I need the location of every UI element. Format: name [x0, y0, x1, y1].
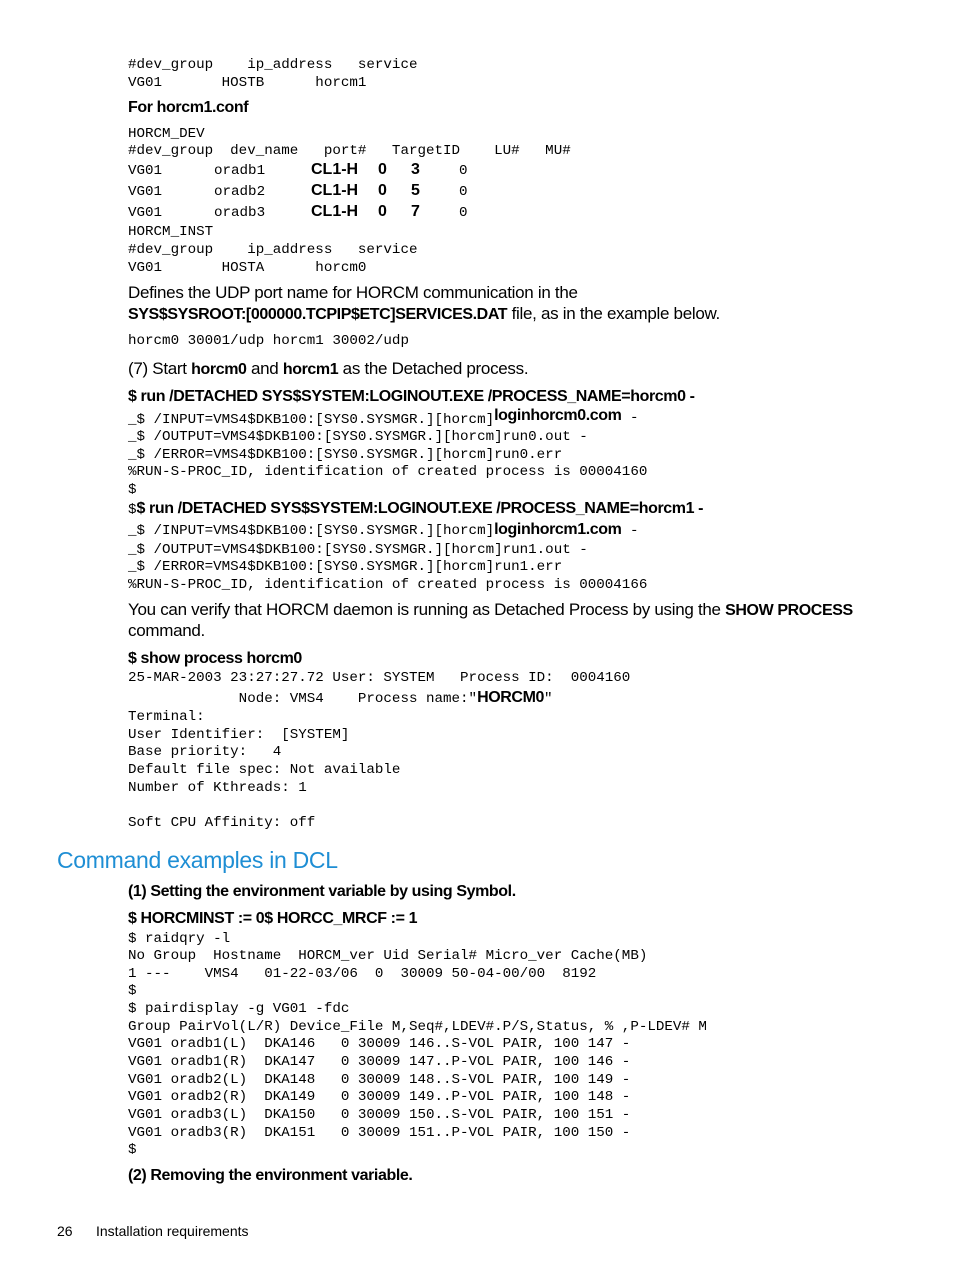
code-line: $: [128, 983, 137, 999]
step-7-horcm1: horcm1: [282, 361, 339, 378]
code-line: #dev_group dev_name port# TargetID LU# MU#: [128, 143, 571, 159]
show-process-command: $ show process horcm0: [128, 650, 302, 667]
run-horcm1-command-line: [128, 500, 703, 520]
code-line: VG01 oradb3(L) DKA150 0 30009 150..S-VOL PAIR, 100 151 -: [128, 1107, 631, 1123]
code-line: $: [128, 1142, 137, 1158]
code-line: _$ /OUTPUT=VMS4$DKB100:[SYS0.SYSMGR.][horcm]run0.out -: [128, 429, 588, 445]
code-line: $: [128, 482, 137, 498]
run-horcm0-command: $ run /DETACHED SYS$SYSTEM:LOGINOUT.EXE /PROCESS_NAME=horcm0 -: [128, 388, 695, 405]
run-horcm1-command: $ run /DETACHED SYS$SYSTEM:LOGINOUT.EXE /PROCESS_NAME=horcm1 -: [136, 500, 704, 517]
body-text: command.: [128, 621, 205, 640]
lu-cell: 7: [411, 203, 420, 220]
target-cell: 0: [378, 182, 387, 199]
dev-name-cell: oradb1: [214, 163, 266, 179]
port-cell: CL1-H: [311, 182, 359, 199]
code-line: VG01 oradb1(L) DKA146 0 30009 146..S-VOL PAIR, 100 147 -: [128, 1036, 631, 1052]
code-line: [128, 689, 553, 709]
input-suffix: -: [621, 410, 639, 426]
step-7-horcm0: horcm0: [191, 361, 247, 378]
code-line: [128, 408, 639, 428]
port-cell: CL1-H: [311, 161, 359, 178]
services-line: horcm0 30001/udp horcm1 30002/udp: [128, 333, 409, 349]
input-suffix: -: [621, 523, 639, 539]
code-line: 25-MAR-2003 23:27:27.72 User: SYSTEM Process ID: 0004160: [128, 670, 631, 686]
lu-cell: 5: [411, 182, 420, 199]
code-line: $ raidqry -l: [128, 931, 231, 947]
services-file-path: SYS$SYSROOT:[000000.TCPIP$ETC]SERVICES.DAT: [128, 306, 508, 323]
code-line: [128, 521, 639, 541]
section-heading: Command examples in DCL: [57, 847, 338, 873]
code-line: _$ /ERROR=VMS4$DKB100:[SYS0.SYSMGR.][horcm]run0.err: [128, 447, 563, 463]
code-line: _$ /OUTPUT=VMS4$DKB100:[SYS0.SYSMGR.][horcm]run1.out -: [128, 542, 588, 558]
process-name-prefix: Node: VMS4 Process name:": [128, 691, 478, 707]
input-prefix: _$ /INPUT=VMS4$DKB100:[SYS0.SYSMGR.][horcm]: [128, 412, 495, 428]
code-line: HORCM_INST: [128, 224, 214, 240]
code-line: #dev_group ip_address service: [128, 242, 418, 258]
code-line: Default file spec: Not available: [128, 762, 401, 778]
lu-cell: 3: [411, 161, 420, 178]
body-text-suffix: file, as in the example below.: [507, 304, 720, 323]
code-line: %RUN-S-PROC_ID, identification of created process is 00004160: [128, 464, 648, 480]
body-text-prefix: You can verify that HORCM daemon is running as Detached Process by using the: [128, 600, 726, 619]
input-file: loginhorcm0.com: [494, 407, 622, 424]
code-line: VG01 oradb1(R) DKA147 0 30009 147..P-VOL PAIR, 100 146 -: [128, 1054, 631, 1070]
footer-section-title: Installation requirements: [96, 1223, 249, 1239]
code-line: Number of Kthreads: 1: [128, 780, 307, 796]
body-text: [128, 600, 853, 621]
input-prefix: _$ /INPUT=VMS4$DKB100:[SYS0.SYSMGR.][horcm]: [128, 523, 495, 539]
symbol-command: $ HORCMINST := 0$ HORCC_MRCF := 1: [128, 910, 418, 927]
body-text: [128, 304, 720, 325]
input-file: loginhorcm1.com: [494, 521, 622, 538]
code-line: VG01 oradb2(R) DKA149 0 30009 149..P-VOL PAIR, 100 148 -: [128, 1089, 631, 1105]
code-line: HORCM_DEV: [128, 126, 205, 142]
port-cell: CL1-H: [311, 203, 359, 220]
body-text: Defines the UDP port name for HORCM communication in the: [128, 283, 578, 302]
code-line: Base priority: 4: [128, 744, 282, 760]
target-cell: 0: [378, 161, 387, 178]
mu-cell: 0: [459, 163, 468, 179]
prompt: $: [128, 502, 137, 518]
step-2-title: (2) Removing the environment variable.: [128, 1167, 413, 1184]
step-7-text: [128, 359, 528, 380]
dev-name-cell: oradb2: [214, 184, 266, 200]
mu-cell: 0: [459, 184, 468, 200]
show-process-keyword: SHOW PROCESS: [725, 602, 853, 619]
code-line: #dev_group ip_address service: [128, 57, 418, 73]
code-line: VG01 HOSTA horcm0: [128, 260, 367, 276]
code-line: Terminal:: [128, 709, 205, 725]
dev-group-cell: VG01: [128, 163, 163, 179]
dev-name-cell: oradb3: [214, 205, 266, 221]
code-line: User Identifier: [SYSTEM]: [128, 727, 350, 743]
step-1-title: (1) Setting the environment variable by using Symbol.: [128, 883, 516, 900]
page-number: 26: [57, 1223, 73, 1239]
process-name: HORCM0: [477, 689, 545, 706]
code-line: 1 --- VMS4 01-22-03/06 0 30009 50-04-00/00 8192: [128, 966, 597, 982]
step-7-prefix: (7) Start: [128, 359, 192, 378]
code-line: Group PairVol(L/R) Device_File M,Seq#,LDEV#.P/S,Status, % ,P-LDEV# M: [128, 1019, 707, 1035]
step-7-suffix: as the Detached process.: [338, 359, 529, 378]
code-line: No Group Hostname HORCM_ver Uid Serial# Micro_ver Cache(MB): [128, 948, 648, 964]
code-line: $ pairdisplay -g VG01 -fdc: [128, 1001, 350, 1017]
mu-cell: 0: [459, 205, 468, 221]
code-line: VG01 oradb3(R) DKA151 0 30009 151..P-VOL PAIR, 100 150 -: [128, 1125, 631, 1141]
code-line: _$ /ERROR=VMS4$DKB100:[SYS0.SYSMGR.][horcm]run1.err: [128, 559, 563, 575]
dev-group-cell: VG01: [128, 184, 163, 200]
process-name-suffix: ": [544, 691, 553, 707]
horcm1-conf-label: For horcm1.conf: [128, 99, 249, 116]
code-line: VG01 HOSTB horcm1: [128, 75, 367, 91]
code-line: VG01 oradb2(L) DKA148 0 30009 148..S-VOL PAIR, 100 149 -: [128, 1072, 631, 1088]
dev-group-cell: VG01: [128, 205, 163, 221]
code-line: Soft CPU Affinity: off: [128, 815, 316, 831]
target-cell: 0: [378, 203, 387, 220]
step-7-mid: and: [246, 359, 283, 378]
code-line: %RUN-S-PROC_ID, identification of created process is 00004166: [128, 577, 648, 593]
